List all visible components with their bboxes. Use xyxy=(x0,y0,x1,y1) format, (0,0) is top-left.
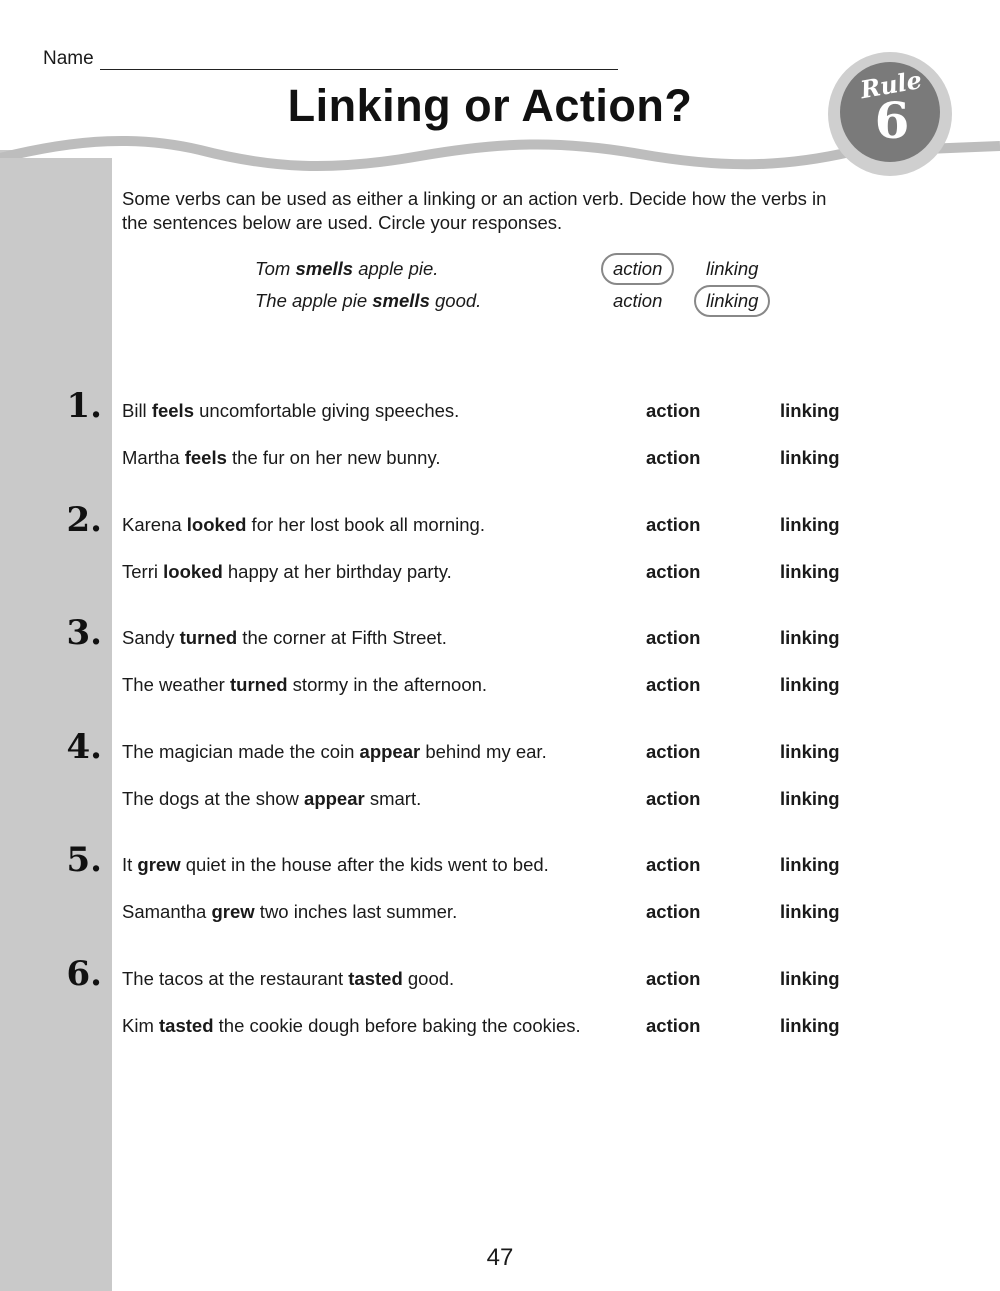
verb-word: turned xyxy=(229,674,288,695)
action-option[interactable]: action xyxy=(646,901,701,922)
name-field xyxy=(43,48,618,70)
exercise-sentence xyxy=(122,788,421,810)
sentence-text-before: Karena xyxy=(122,513,187,535)
sentence-text-before: Terri xyxy=(122,560,164,582)
action-option[interactable]: action xyxy=(646,400,701,421)
page-number: 47 xyxy=(486,1244,514,1271)
sentence-text-after: apple pie. xyxy=(353,258,439,279)
sentence-text-after: uncomfortable giving speeches. xyxy=(193,400,460,421)
verb-word: grew xyxy=(137,854,181,875)
instructions-line-1: Some verbs can be used as either a linking or an action verb. Decide how the verbs in xyxy=(122,188,827,209)
sentence-text-before: Tom xyxy=(255,258,296,279)
exercise-sentence xyxy=(122,627,447,649)
item-number: 1. xyxy=(66,386,102,426)
linking-option[interactable]: linking xyxy=(780,740,840,762)
item-number: 5. xyxy=(66,840,102,880)
sentence-text-before: It xyxy=(122,854,138,875)
example-sentence xyxy=(255,258,438,280)
exercise-sentence xyxy=(122,561,452,583)
linking-option[interactable]: linking xyxy=(780,1014,840,1036)
linking-option[interactable]: linking xyxy=(780,627,840,648)
sentence-text-before: Bill xyxy=(122,400,152,421)
verb-word: appear xyxy=(304,787,365,809)
exercise-sentence xyxy=(122,1015,581,1037)
exercise-sentence xyxy=(122,968,454,990)
left-sidebar-band xyxy=(0,150,112,1291)
linking-option[interactable]: linking xyxy=(780,513,840,535)
verb-word: smells xyxy=(372,290,430,311)
instructions-line-2: the sentences below are used. Circle your responses. xyxy=(122,212,563,233)
sentence-text-after: two inches last summer. xyxy=(254,901,458,922)
verb-word: grew xyxy=(211,901,255,922)
verb-word: appear xyxy=(359,740,421,762)
instructions xyxy=(122,187,842,235)
verb-word: smells xyxy=(295,258,354,279)
sentence-text-before: Samantha xyxy=(122,901,212,922)
page-title: Linking or Action? xyxy=(287,80,693,131)
verb-word: looked xyxy=(186,513,247,535)
sentence-text-before: The dogs at the show xyxy=(122,787,305,809)
linking-option[interactable]: linking xyxy=(780,447,840,468)
verb-word: feels xyxy=(151,400,194,421)
verb-word: turned xyxy=(179,627,238,648)
sentence-text-before: The weather xyxy=(122,674,230,695)
example-action-choice: action xyxy=(601,253,674,285)
example-linking-choice: linking xyxy=(694,285,770,317)
exercise-sentence xyxy=(122,514,485,536)
sentence-text-after: the fur on her new bunny. xyxy=(226,447,441,468)
rule-badge xyxy=(826,50,954,178)
sentence-text-after: the corner at Fifth Street. xyxy=(237,627,447,648)
exercise-sentence xyxy=(122,741,547,763)
action-option[interactable]: action xyxy=(646,740,701,762)
sentence-text-after: stormy in the afternoon. xyxy=(287,674,488,695)
linking-option[interactable]: linking xyxy=(780,560,840,582)
linking-option[interactable]: linking xyxy=(780,854,840,875)
sentence-text-before: Martha xyxy=(122,447,185,468)
exercise-sentence xyxy=(122,447,440,469)
exercise-sentence xyxy=(122,400,459,422)
example-linking-choice: linking xyxy=(706,258,759,279)
exercise-sentence xyxy=(122,854,549,876)
item-number: 3. xyxy=(66,613,102,653)
linking-option[interactable]: linking xyxy=(780,674,840,695)
action-option[interactable]: action xyxy=(646,854,701,875)
action-option[interactable]: action xyxy=(646,447,701,468)
item-number: 4. xyxy=(66,726,102,767)
sentence-text-after: happy at her birthday party. xyxy=(222,560,452,582)
sentence-text-after: behind my ear. xyxy=(420,740,547,762)
action-option[interactable]: action xyxy=(646,967,701,989)
linking-option[interactable]: linking xyxy=(780,967,840,989)
action-option[interactable]: action xyxy=(646,513,701,535)
name-blank-line[interactable] xyxy=(100,51,618,70)
linking-option[interactable]: linking xyxy=(780,787,840,809)
item-number: 2. xyxy=(66,499,102,540)
sentence-text-after: quiet in the house after the kids went to bed. xyxy=(180,854,549,875)
verb-word: feels xyxy=(184,447,227,468)
sentence-text-before: The tacos at the restaurant xyxy=(122,967,349,989)
example-action-choice: action xyxy=(613,290,663,311)
exercise-sentence xyxy=(122,674,487,696)
sentence-text-after: the cookie dough before baking the cookies. xyxy=(213,1014,581,1036)
action-option[interactable]: action xyxy=(646,674,701,695)
item-number: 6. xyxy=(66,953,102,994)
sentence-text-after: good. xyxy=(402,967,455,989)
action-option[interactable]: action xyxy=(646,560,701,582)
verb-word: tasted xyxy=(348,967,403,989)
sentence-text-before: The apple pie xyxy=(255,290,373,311)
rule-number: 6 xyxy=(874,91,910,150)
sentence-text-after: good. xyxy=(429,290,482,311)
action-option[interactable]: action xyxy=(646,1014,701,1036)
linking-option[interactable]: linking xyxy=(780,400,840,421)
action-option[interactable]: action xyxy=(646,627,701,648)
sentence-text-after: for her lost book all morning. xyxy=(246,513,485,535)
sentence-text-before: Kim xyxy=(122,1014,159,1036)
sentence-text-after: smart. xyxy=(364,787,422,809)
sentence-text-before: Sandy xyxy=(122,627,180,648)
verb-word: tasted xyxy=(159,1014,214,1036)
linking-option[interactable]: linking xyxy=(780,901,840,922)
name-label: Name xyxy=(43,48,94,69)
example-sentence xyxy=(255,290,481,312)
exercise-sentence xyxy=(122,901,457,923)
rule-label: Rule xyxy=(858,64,924,105)
verb-word: looked xyxy=(163,560,223,582)
sentence-text-before: The magician made the coin xyxy=(122,740,360,762)
action-option[interactable]: action xyxy=(646,787,701,809)
